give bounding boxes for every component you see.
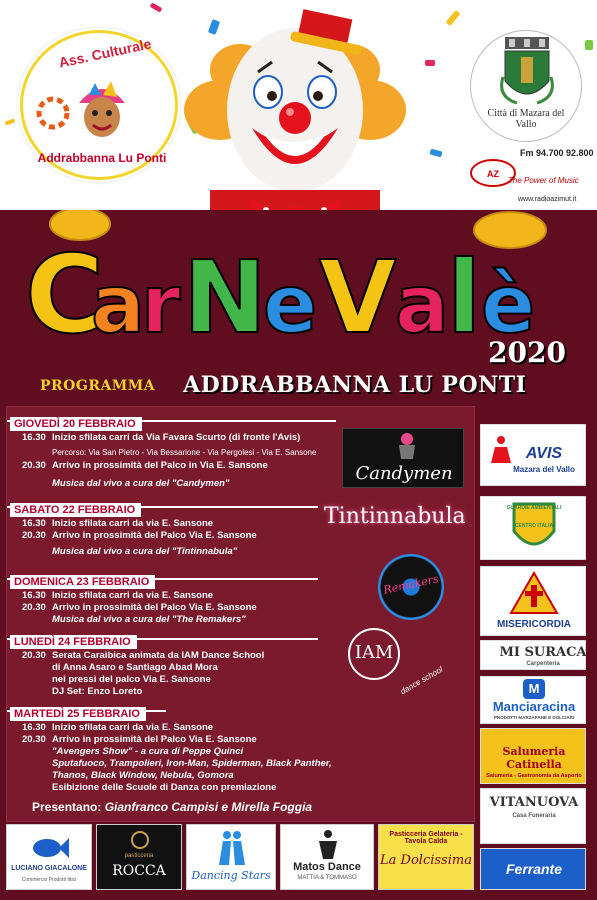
iam-logo-subtext: dance school xyxy=(398,664,445,697)
sponsor-sub: Mazara del Vallo xyxy=(513,465,575,474)
association-name-line1: Ass. Culturale xyxy=(57,35,153,71)
sponsor-name: Dancing Stars xyxy=(191,869,271,882)
sponsor-manciaracina xyxy=(480,676,586,724)
sponsor-name: Ferrante xyxy=(505,861,563,877)
program-row: Musica dal vivo a cura del "The Remakers" xyxy=(52,614,246,625)
sponsor-la-dolcissima xyxy=(378,824,474,890)
confetti xyxy=(150,2,163,12)
sponsor-name: Salumeria Catinella xyxy=(502,745,566,771)
association-name-line2: Addrabbanna Lu Ponti xyxy=(37,151,167,165)
svg-text:è: è xyxy=(481,258,536,351)
sponsor-mi-suraca xyxy=(480,640,586,670)
day-heading xyxy=(10,500,141,518)
svg-text:a: a xyxy=(395,258,449,351)
presenters-names: Gianfranco Campisi e Mirella Foggia xyxy=(104,800,313,814)
day-heading xyxy=(10,704,146,722)
sponsor-catinella xyxy=(480,728,586,784)
presenters xyxy=(32,800,312,814)
day-heading-label: GIOVEDÌ 20 FEBBRAIO xyxy=(10,417,142,431)
crest-shield-icon xyxy=(497,37,557,109)
program-row: Esibizione delle Scuole di Danza con premiazione xyxy=(52,782,277,793)
iam-dance-school-logo xyxy=(348,628,400,680)
program-row: 20.30 Arrivo in prossimità del Palco in Via E. Sansone xyxy=(22,460,268,471)
sponsor-name: MI SURACA xyxy=(499,645,587,660)
day-heading-label: MARTEDÌ 25 FEBBRAIO xyxy=(10,707,146,721)
program-row: 20.30 Arrivo in prossimità del Palco Via E. Sansone xyxy=(22,602,257,613)
rocca-emblem-icon xyxy=(131,831,149,849)
year: 2020 xyxy=(488,336,566,369)
sponsor-name: Matos Dance xyxy=(293,861,361,873)
city-caption: Città di Mazara del Vallo xyxy=(487,108,565,130)
association-logo xyxy=(20,30,178,180)
svg-text:C: C xyxy=(25,233,105,352)
svg-text:r: r xyxy=(141,258,181,351)
sponsor-matos-dance xyxy=(280,824,374,890)
confetti xyxy=(5,118,16,125)
day-heading xyxy=(10,632,137,650)
sponsor-name: LUCIANO GIACALONE xyxy=(11,865,87,872)
radio-frequency: Fm 94.700 92.800 xyxy=(520,148,594,158)
program-row: 20.30 Arrivo in prossimità del Palco Via E. Sansone xyxy=(22,530,257,541)
svg-text:l: l xyxy=(447,239,482,352)
tintinnabula-logo: Tintinnabula xyxy=(324,504,466,529)
sponsor-avis xyxy=(480,424,586,486)
program-row: nei pressi del palco Via E. Sansone xyxy=(52,674,211,685)
program-row: "Avengers Show" - a cura di Peppe Quinci xyxy=(52,746,244,757)
sponsor-name: La Dolcissima xyxy=(380,853,472,868)
candymen-logo xyxy=(342,428,464,488)
day-heading-label: LUNEDÌ 24 FEBBRAIO xyxy=(10,635,137,649)
svg-text:V: V xyxy=(319,239,397,352)
sponsor-name: ROCCA xyxy=(112,863,166,879)
iam-logo-text: IAM xyxy=(354,642,394,663)
sponsor-sub: Casa Funeraria xyxy=(512,813,556,819)
program-panel xyxy=(6,406,475,822)
sponsor-name: AVIS xyxy=(525,445,563,462)
sponsor-sub: Pasticceria Gelateria - Tavola Calda xyxy=(389,831,463,845)
program-row: 16.30 Inizio sfilata carri da via E. Sansone xyxy=(22,590,214,601)
program-row: DJ Set: Enzo Loreto xyxy=(52,686,143,697)
dancing-couple-icon xyxy=(215,829,249,867)
programma-label: PROGRAMMA xyxy=(40,378,156,394)
fish-icon xyxy=(29,833,69,863)
confetti xyxy=(425,60,435,66)
sponsor-sub: pasticceria xyxy=(124,853,154,859)
program-row: Thanos, Black Window, Nebula, Gomora xyxy=(52,770,234,781)
svg-text:e: e xyxy=(263,258,318,351)
day-heading-label: DOMENICA 23 FEBBRAIO xyxy=(10,575,155,589)
sponsor-vitanuova xyxy=(480,788,586,844)
sponsor-name: Manciaracina xyxy=(492,699,576,714)
event-subtitle: ADDRABBANNA LU PONTI xyxy=(183,372,527,398)
jester-face-icon xyxy=(75,81,129,141)
radio-url: www.radioazimut.it xyxy=(518,196,577,203)
confetti xyxy=(585,40,593,50)
sponsor-name: MISERICORDIA xyxy=(497,619,571,630)
m-logo-icon: M xyxy=(523,679,545,699)
sponsor-giacalone xyxy=(6,824,92,890)
sponsor-ferrante xyxy=(480,848,586,890)
program-row: Musica dal vivo a cura del "Candymen" xyxy=(52,478,230,489)
sponsor-dancing-stars xyxy=(186,824,276,890)
program-row: 16.30 Inizio sfilata carri da Via Favara Scurto (di fronte l'Avis) xyxy=(22,432,301,443)
confetti-ring-icon xyxy=(33,93,73,133)
carnevale-title xyxy=(25,232,585,352)
sponsor-name: VITANUOVA xyxy=(489,795,579,810)
sponsor-misericordia xyxy=(480,566,586,636)
svg-text:AZ: AZ xyxy=(487,169,499,179)
radio-slogan: The Power of Music xyxy=(508,176,579,185)
day-heading xyxy=(10,414,142,432)
program-row: di Anna Asaro e Santiago Abad Mora xyxy=(52,662,218,673)
day-heading-label: SABATO 22 FEBBRAIO xyxy=(10,503,141,517)
sponsor-name: GUARDIE AMBIENTALI xyxy=(506,505,562,511)
day-heading xyxy=(10,572,155,590)
sponsor-guardie-ambientali xyxy=(480,496,586,560)
program-row: Percorso: Via San Pietro - Via Bessarione - Via Pergolesi - Via E. Sansone xyxy=(52,448,317,457)
presenters-label: Presentano: xyxy=(32,800,102,814)
sponsor-sub: Carpenteria xyxy=(526,661,560,667)
cross-icon xyxy=(509,571,559,615)
sponsor-sub: MATTIA & TOMMASO xyxy=(297,875,357,881)
svg-text:N: N xyxy=(183,239,267,352)
sponsor-sub: CENTRO ITALIA xyxy=(514,523,554,529)
sponsor-sub: Commercio Prodotti Ittici xyxy=(21,877,77,883)
sponsor-rocca xyxy=(96,824,182,890)
program-row: Musica dal vivo a cura del "Tintinnabula" xyxy=(52,546,238,557)
program-row: 16.30 Inizio sfilata carri da via E. Sansone xyxy=(22,722,214,733)
svg-text:a: a xyxy=(91,258,145,351)
program-row: 16.30 Inizio sfilata carri da via E. Sansone xyxy=(22,518,214,529)
confetti xyxy=(429,149,442,158)
sponsor-sub: Salumeria - Gastronomia da Asporto xyxy=(486,773,582,779)
program-row: 20.30 Arrivo in prossimità del Palco Via E. Sansone xyxy=(22,734,257,745)
confetti xyxy=(446,10,461,26)
remakers-logo xyxy=(378,554,444,620)
program-row: Sputafuoco, Trampolieri, Iron-Man, Spiderman, Black Panther, xyxy=(52,758,332,769)
candymen-logo-text: Candymen xyxy=(355,463,453,484)
remakers-logo-text: Remakers xyxy=(382,572,440,597)
dancer-silhouette-icon xyxy=(315,829,341,859)
sponsor-sub: PRODOTTI MARZAPANE E DOLCIARI xyxy=(493,715,575,720)
program-row: 20.30 Serata Caraibica animata da IAM Dance School xyxy=(22,650,265,661)
